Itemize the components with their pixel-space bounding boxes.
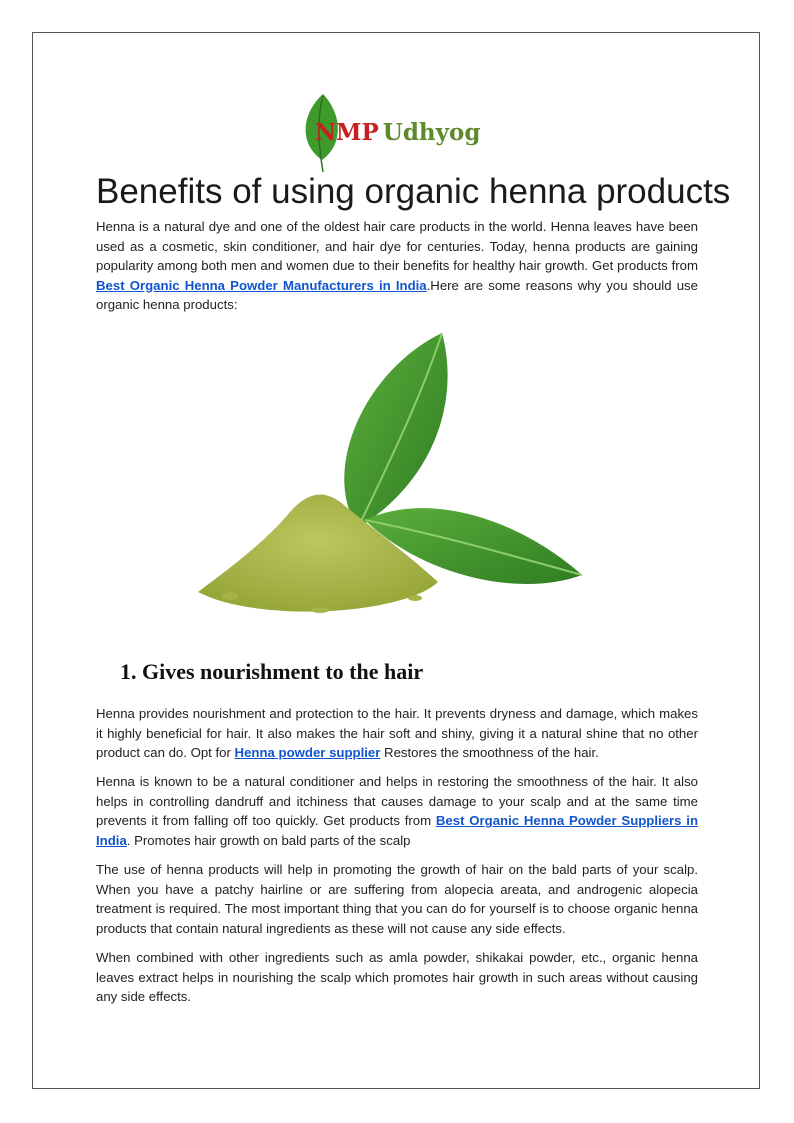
brand-nmp: NMP [315,119,379,146]
page-title: Benefits of using organic henna products [96,172,731,211]
p1-text-end: Restores the smoothness of the hair. [380,745,599,761]
brand-name [315,119,480,146]
hair-growth-paragraph: The use of henna products will help in promoting the growth of hair on the bald parts of your scalp. When you have a patchy hairline or are suffering from alopecia areata, and androgenic alopecia treatment is required. The most important thing that you can do for yourself is to choose organic henna products that contain natural ingredients as these will not cause any side effects. [96,862,698,936]
conditioner-paragraph [96,772,698,850]
intro-paragraph [96,217,698,315]
nourishment-paragraph [96,704,698,763]
intro-text: Henna is a natural dye and one of the oldest hair care products in the world. Henna leaves have been used as a cosmetic, skin conditioner, and hair dye for centuries. Today, henna products are gaining popularity among both men and women due to their benefits for healthy hair growth. Get products from [96,219,698,274]
suppliers-india-link[interactable]: Best Organic Henna Powder Suppliers in India [96,813,699,848]
brand-udhyog: Udhyog [382,119,481,146]
section-heading: 1. Gives nourishment to the hair [120,659,424,684]
p2-text: Henna is known to be a natural conditioner and helps in restoring the smoothness of the hair. It also helps in controlling dandruff and itchiness that causes damage to your scalp and at the same time prevents it from falling off too quickly. Get products from [96,774,698,829]
ingredients-paragraph: When combined with other ingredients such as amla powder, shikakai powder, etc., organic henna leaves extract helps in nourishing the scalp which promotes hair growth in such areas without causing any side effects. [96,950,698,1005]
p2-text-end: . Promotes hair growth on bald parts of the scalp [126,832,411,848]
henna-supplier-link[interactable]: Henna powder supplier [234,745,381,761]
brand-logo [296,92,496,176]
henna-powder-leaves-image [190,330,590,630]
intro-text-end: .Here are some reasons why you should use organic henna products: [96,277,698,313]
p1-text: Henna provides nourishment and protection to the hair. It prevents dryness and damage, which makes it highly beneficial for hair. It also makes the hair soft and shiny, giving it a natural shine that no other product can do. Opt for [96,706,698,761]
manufacturers-link[interactable]: Best Organic Henna Powder Manufacturers in India [96,277,427,293]
